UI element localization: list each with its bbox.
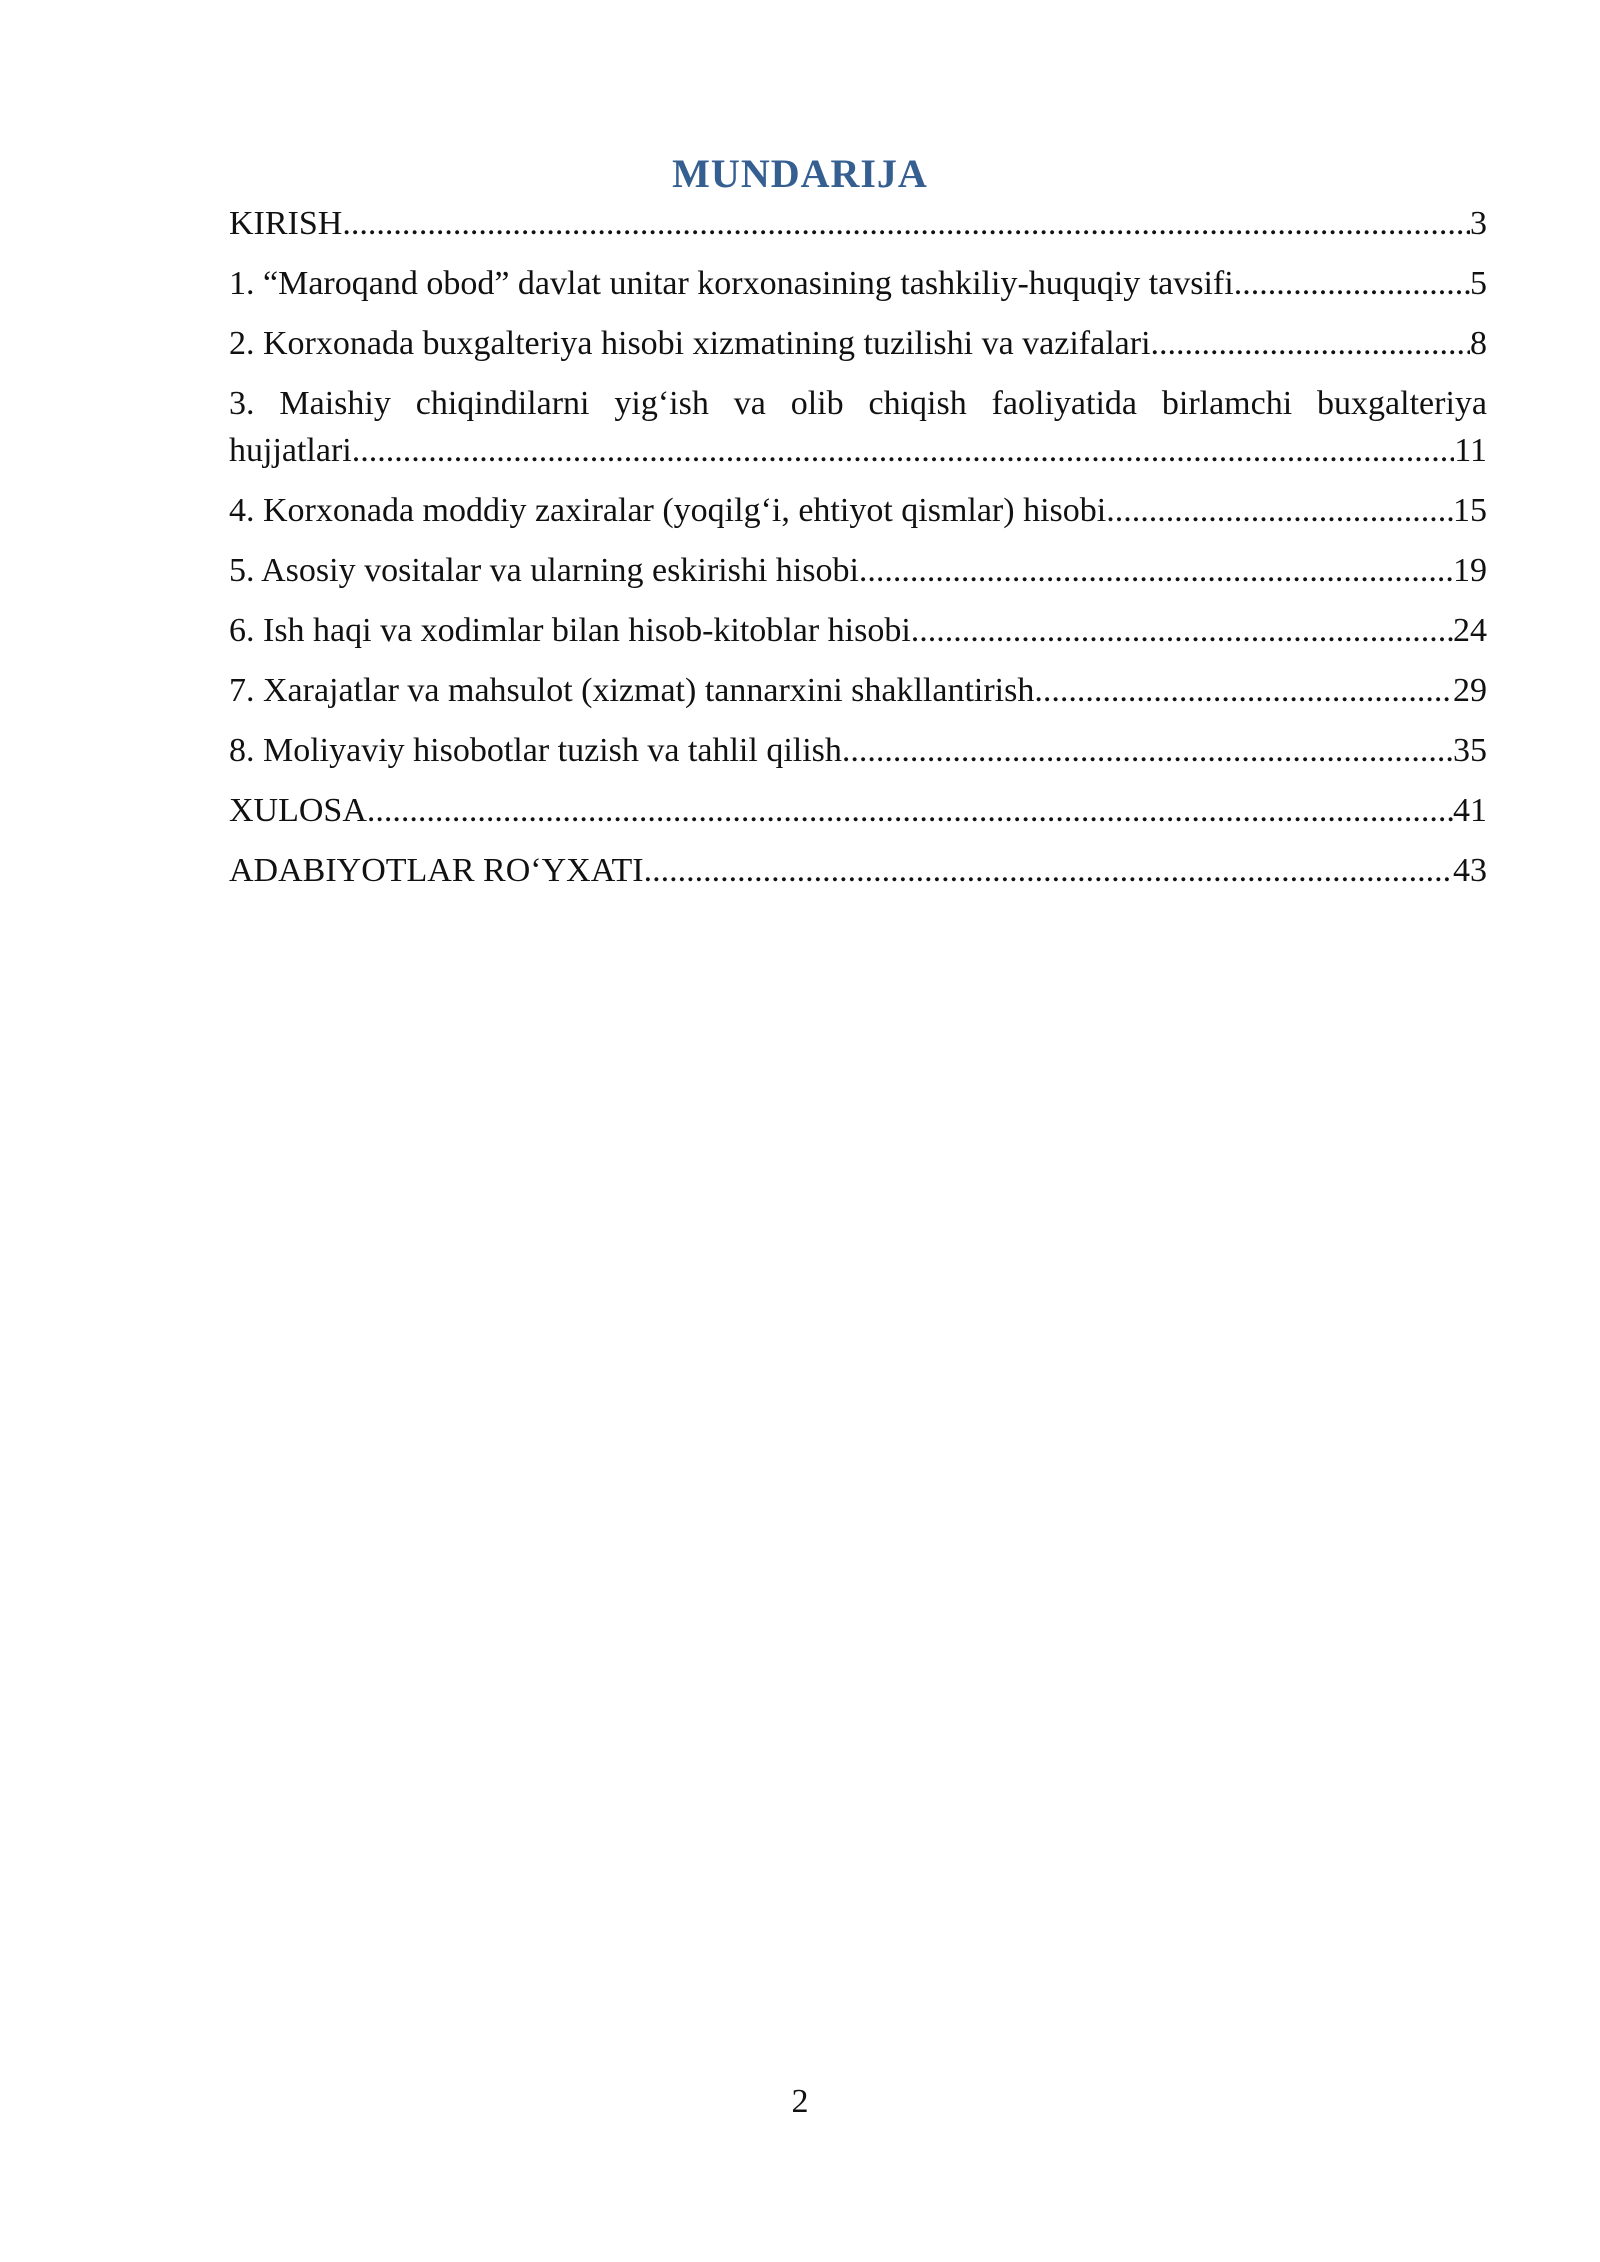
toc-entry-7[interactable]	[229, 667, 1487, 714]
toc-entry-2[interactable]	[229, 320, 1487, 367]
toc-entry-4[interactable]	[229, 487, 1487, 534]
toc-entry-text: XULOSA	[229, 792, 367, 829]
toc-entry-page: 15	[1453, 492, 1487, 529]
dot-leader	[911, 607, 1453, 654]
toc-entry-page: 41	[1453, 792, 1487, 829]
toc-entry-page: 8	[1470, 325, 1487, 362]
toc-entry-text: 1. “Maroqand obod” davlat unitar korxonasining tashkiliy-huquqiy tavsifi	[229, 265, 1234, 302]
page-number: 2	[791, 2083, 809, 2120]
toc-entry-text: 7. Xarajatlar va mahsulot (xizmat) tannarxini shakllantirish	[229, 672, 1035, 709]
toc-entry-3[interactable]	[229, 380, 1487, 474]
dot-leader	[1106, 487, 1453, 534]
toc-title: MUNDARIJA	[672, 151, 928, 196]
toc-entry-kirish[interactable]	[229, 200, 1487, 247]
toc-entry-page: 19	[1453, 552, 1487, 589]
toc-entry-text-line1: 3. Maishiy chiqindilarni yig‘ish va olib chiqish faoliyatida birlamchi buxgalteriya	[229, 385, 1487, 422]
toc-entry-page: 5	[1470, 265, 1487, 302]
toc-entry-1[interactable]	[229, 260, 1487, 307]
toc-entry-page: 24	[1453, 612, 1487, 649]
toc-entry-text: hujjatlari	[229, 432, 352, 469]
dot-leader	[1234, 260, 1470, 307]
toc-entry-line2	[229, 427, 1487, 474]
dot-leader	[367, 787, 1453, 834]
toc-entry-5[interactable]	[229, 547, 1487, 594]
dot-leader	[1151, 320, 1470, 367]
dot-leader	[842, 727, 1453, 774]
toc-entry-page: 29	[1453, 672, 1487, 709]
toc-entry-text: ADABIYOTLAR RO‘YXATI	[229, 852, 644, 889]
dot-leader	[342, 200, 1470, 247]
dot-leader	[352, 427, 1455, 474]
toc-entry-6[interactable]	[229, 607, 1487, 654]
toc-entry-text: 2. Korxonada buxgalteriya hisobi xizmatining tuzilishi va vazifalari	[229, 325, 1151, 362]
toc-entry-text: 8. Moliyaviy hisobotlar tuzish va tahlil qilish	[229, 732, 842, 769]
table-of-contents	[229, 200, 1487, 907]
toc-entry-page: 3	[1470, 205, 1487, 242]
toc-entry-text: 5. Asosiy vositalar va ularning eskirishi hisobi	[229, 552, 859, 589]
toc-entry-xulosa[interactable]	[229, 787, 1487, 834]
toc-entry-text: KIRISH	[229, 205, 343, 242]
toc-entry-page: 11	[1454, 432, 1487, 469]
dot-leader	[859, 547, 1453, 594]
toc-entry-page: 43	[1453, 852, 1487, 889]
toc-entry-text: 4. Korxonada moddiy zaxiralar (yoqilg‘i, ehtiyot qismlar) hisobi	[229, 492, 1107, 529]
toc-entry-page: 35	[1453, 732, 1487, 769]
toc-entry-8[interactable]	[229, 727, 1487, 774]
dot-leader	[644, 847, 1453, 894]
dot-leader	[1034, 667, 1453, 714]
toc-entry-text: 6. Ish haqi va xodimlar bilan hisob-kitoblar hisobi	[229, 612, 911, 649]
toc-entry-adabiyotlar[interactable]	[229, 847, 1487, 894]
